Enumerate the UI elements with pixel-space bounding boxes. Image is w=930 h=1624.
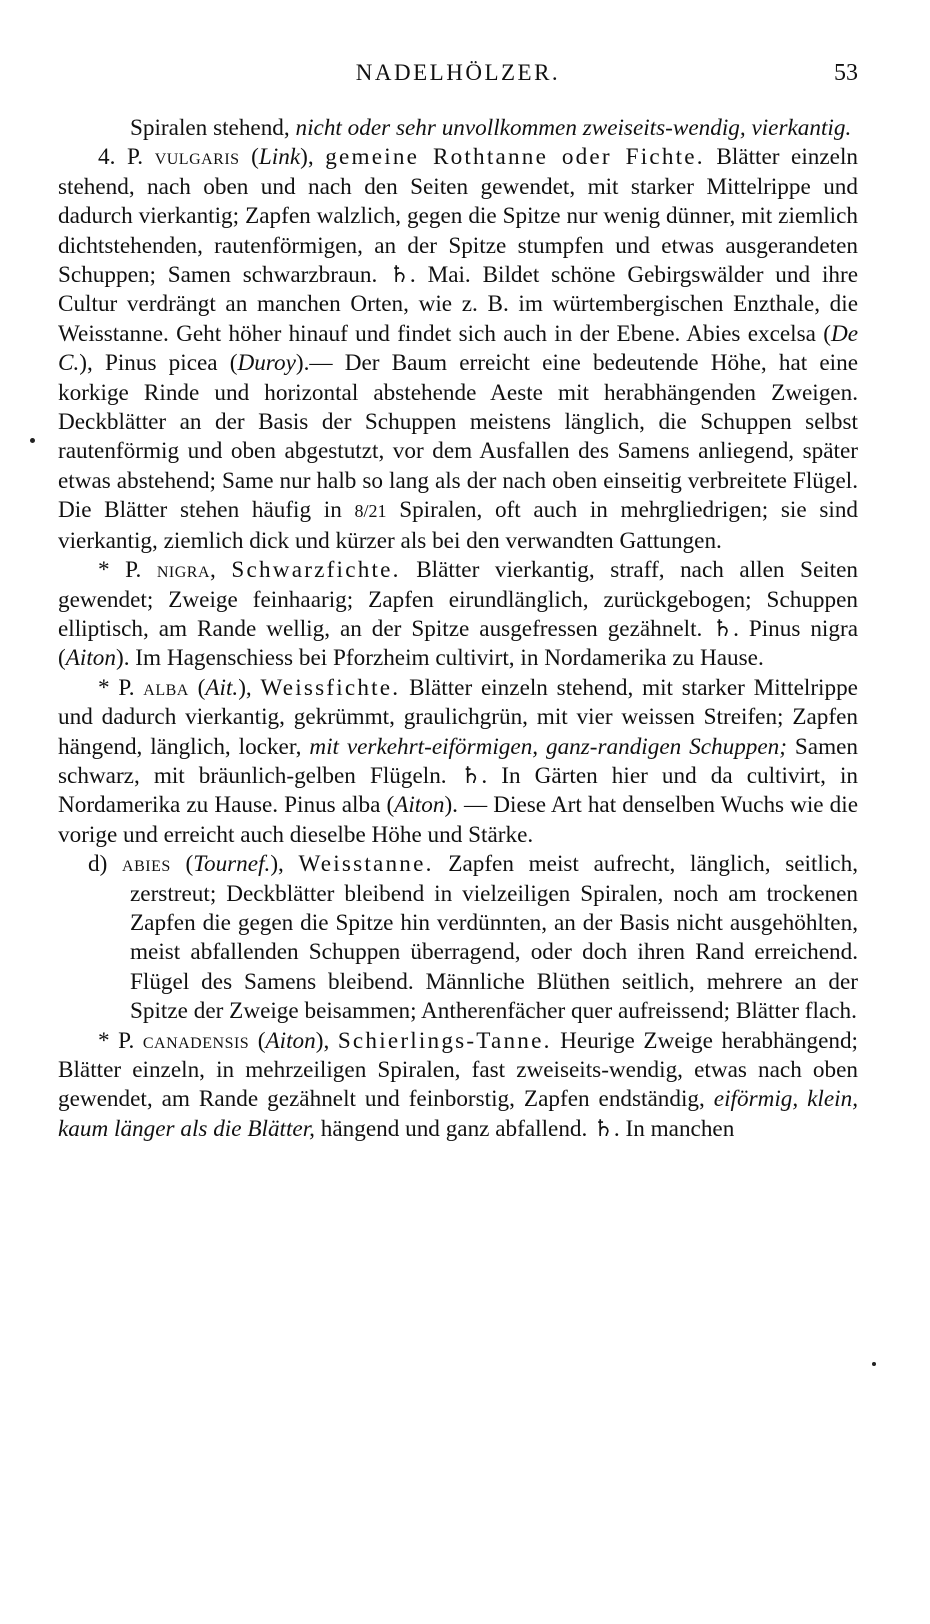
text-run: ). Im Hagenschiess bei Pforzheim cultivirt, in Nordamerika zu Hause.: [115, 645, 764, 672]
text-run: (: [188, 674, 206, 701]
italic-run: mit verkehrt-eiförmigen, ganz-randigen Schuppen;: [309, 733, 787, 760]
entry-number: 4. P.: [98, 144, 155, 171]
common-name: Weisstanne.: [298, 851, 434, 878]
species-name: vulgaris: [154, 144, 240, 171]
text-run: Zapfen meist aufrecht, länglich, seitlich, zerstreut; Deckblätter bleibend in vielzeiligen Spiralen, noch am trockenen Zapfen die gegen die Spitze hin verdünnten, an der Basis nicht ausgehöhlten, meist abfallenden Schuppen überragend, oder doch ihren Rand erreichend. Flügel des Samens bleibend. Männliche Blüthen seitlich, mehrere an der Spitze der Zweige beisammen; Antherenfächer quer aufreissend; Blätter flach.: [130, 851, 858, 1025]
fraction: 8/21: [354, 501, 387, 522]
text-run: Heurige Zweige herabhängend; Blätter einzeln, in mehrzeiligen Spiralen, fast zweiseits-wendig, etwas nach oben gewendet, am Rande gezähnelt und feinborstig, Zapfen endständig,: [58, 1027, 858, 1113]
text-run: (: [170, 851, 194, 878]
paragraph-picea-canadensis: [58, 1027, 858, 1145]
italic-run: eiförmig, klein, kaum länger als die Blätter,: [58, 1086, 859, 1142]
page-body: [58, 114, 858, 1144]
text-run: ).— Der Baum erreicht eine bedeutende Höhe, hat eine korkige Rinde und horizontal abstehende Aeste mit herabhängenden Zweigen. Deckblätter an der Basis der Schuppen meistens länglich, die Schuppen selbst rautenförmig und oben abgestutzt, vor dem Ausfallen des Samens anliegend, später etwas abstehend; Same nur halb so lang als der nach oben einseitig verbreitete Flügel. Die Blätter stehen häufig in: [58, 350, 858, 524]
common-name: Schierlings-Tanne.: [337, 1027, 552, 1054]
author-name: Tournef.: [193, 851, 271, 878]
species-name: alba: [143, 674, 189, 701]
author-name: Aiton: [265, 1027, 316, 1054]
text-run: Spiralen stehend,: [130, 115, 296, 141]
common-name: Schwarzfichte.: [231, 557, 401, 584]
genus-name: abies: [122, 851, 171, 878]
author-name: Aiton: [65, 645, 116, 672]
paragraph-continuation: [58, 114, 858, 143]
paragraph-section-abies: [58, 850, 858, 1026]
text-run: Samen schwarz, mit bräunlich-gelben Flügeln. ♄. In Gärten hier und da cultivirt, in Nordamerika zu Hause. Pinus alba (: [58, 733, 859, 819]
text-run: ),: [270, 851, 299, 878]
entry-number: * P.: [98, 557, 157, 584]
entry-number: * P.: [98, 674, 144, 701]
ink-speck: [872, 1362, 876, 1366]
author-name: De C.: [58, 320, 858, 377]
text-run: ), Pinus picea (: [79, 350, 238, 377]
common-name: Weissfichte.: [260, 674, 401, 701]
text-run: ). — Diese Art hat denselben Wuchs wie die vorige und erreicht auch dieselbe Höhe und Stärke.: [58, 792, 858, 848]
italic-run: nicht oder sehr unvollkommen zweiseits-wendig, vierkantig.: [295, 115, 852, 141]
text-run: Spiralen, oft auch in mehrgliedrigen; sie sind vierkantig, ziemlich dick und kürzer als bei den verwandten Gattungen.: [58, 497, 859, 554]
author-name: Duroy: [237, 350, 296, 377]
text-run: (: [249, 1027, 266, 1054]
text-run: ),: [238, 674, 261, 701]
section-label: d): [88, 851, 123, 878]
text-run: ),: [315, 1027, 338, 1054]
text-run: hängend und ganz abfallend. ♄. In manchen: [314, 1115, 735, 1142]
species-name: canadensis: [142, 1027, 250, 1054]
text-run: ),: [300, 144, 326, 171]
text-run: (: [239, 144, 259, 171]
entry-number: * P.: [98, 1027, 143, 1054]
text-run: Blätter einzeln stehend, nach oben und nach den Seiten gewendet, mit starker Mittelrippe und dadurch vierkantig; Zapfen walzlich, gegen die Spitze nur wenig dünner, mit ziemlich dichtstehenden, rautenförmigen, an der Spitze stumpfen und etwas ausgerandeten Schuppen; Samen schwarzbraun. ♄. Mai. Bildet schöne Gebirgswälder und ihre Cultur verdrängt an manchen Orten, wie z. B. im würtembergischen Enzthale, die Weisstanne. Geht höher hinauf und findet sich auch in der Ebene. Abies excelsa (: [58, 144, 859, 347]
ink-speck: [30, 438, 35, 443]
species-name: nigra: [156, 557, 211, 584]
running-title: NADELHÖLZER.: [355, 60, 561, 85]
paragraph-picea-vulgaris: [58, 143, 858, 556]
text-run: ,: [210, 557, 232, 584]
author-name: Aiton: [394, 792, 445, 819]
author-name: Link: [258, 144, 301, 171]
text-run: Blätter einzeln stehend, mit starker Mittelrippe und dadurch vierkantig, gekrümmt, graulichgrün, mit vier weissen Streifen; Zapfen hängend, länglich, locker,: [58, 674, 858, 760]
paragraph-picea-nigra: [58, 556, 858, 674]
common-name: gemeine Rothtanne oder Fichte.: [325, 144, 705, 171]
paragraph-picea-alba: [58, 674, 858, 850]
page-number: 53: [834, 60, 858, 86]
author-name: Ait.: [205, 674, 239, 701]
text-run: Blätter vierkantig, straff, nach allen Seiten gewendet; Zweige feinhaarig; Zapfen eirundlänglich, zurückgebogen; Schuppen elliptisch, am Rande wellig, an der Spitze ausgefressen gezähnelt. ♄. Pinus nigra (: [58, 557, 859, 672]
page-header: [58, 56, 858, 90]
